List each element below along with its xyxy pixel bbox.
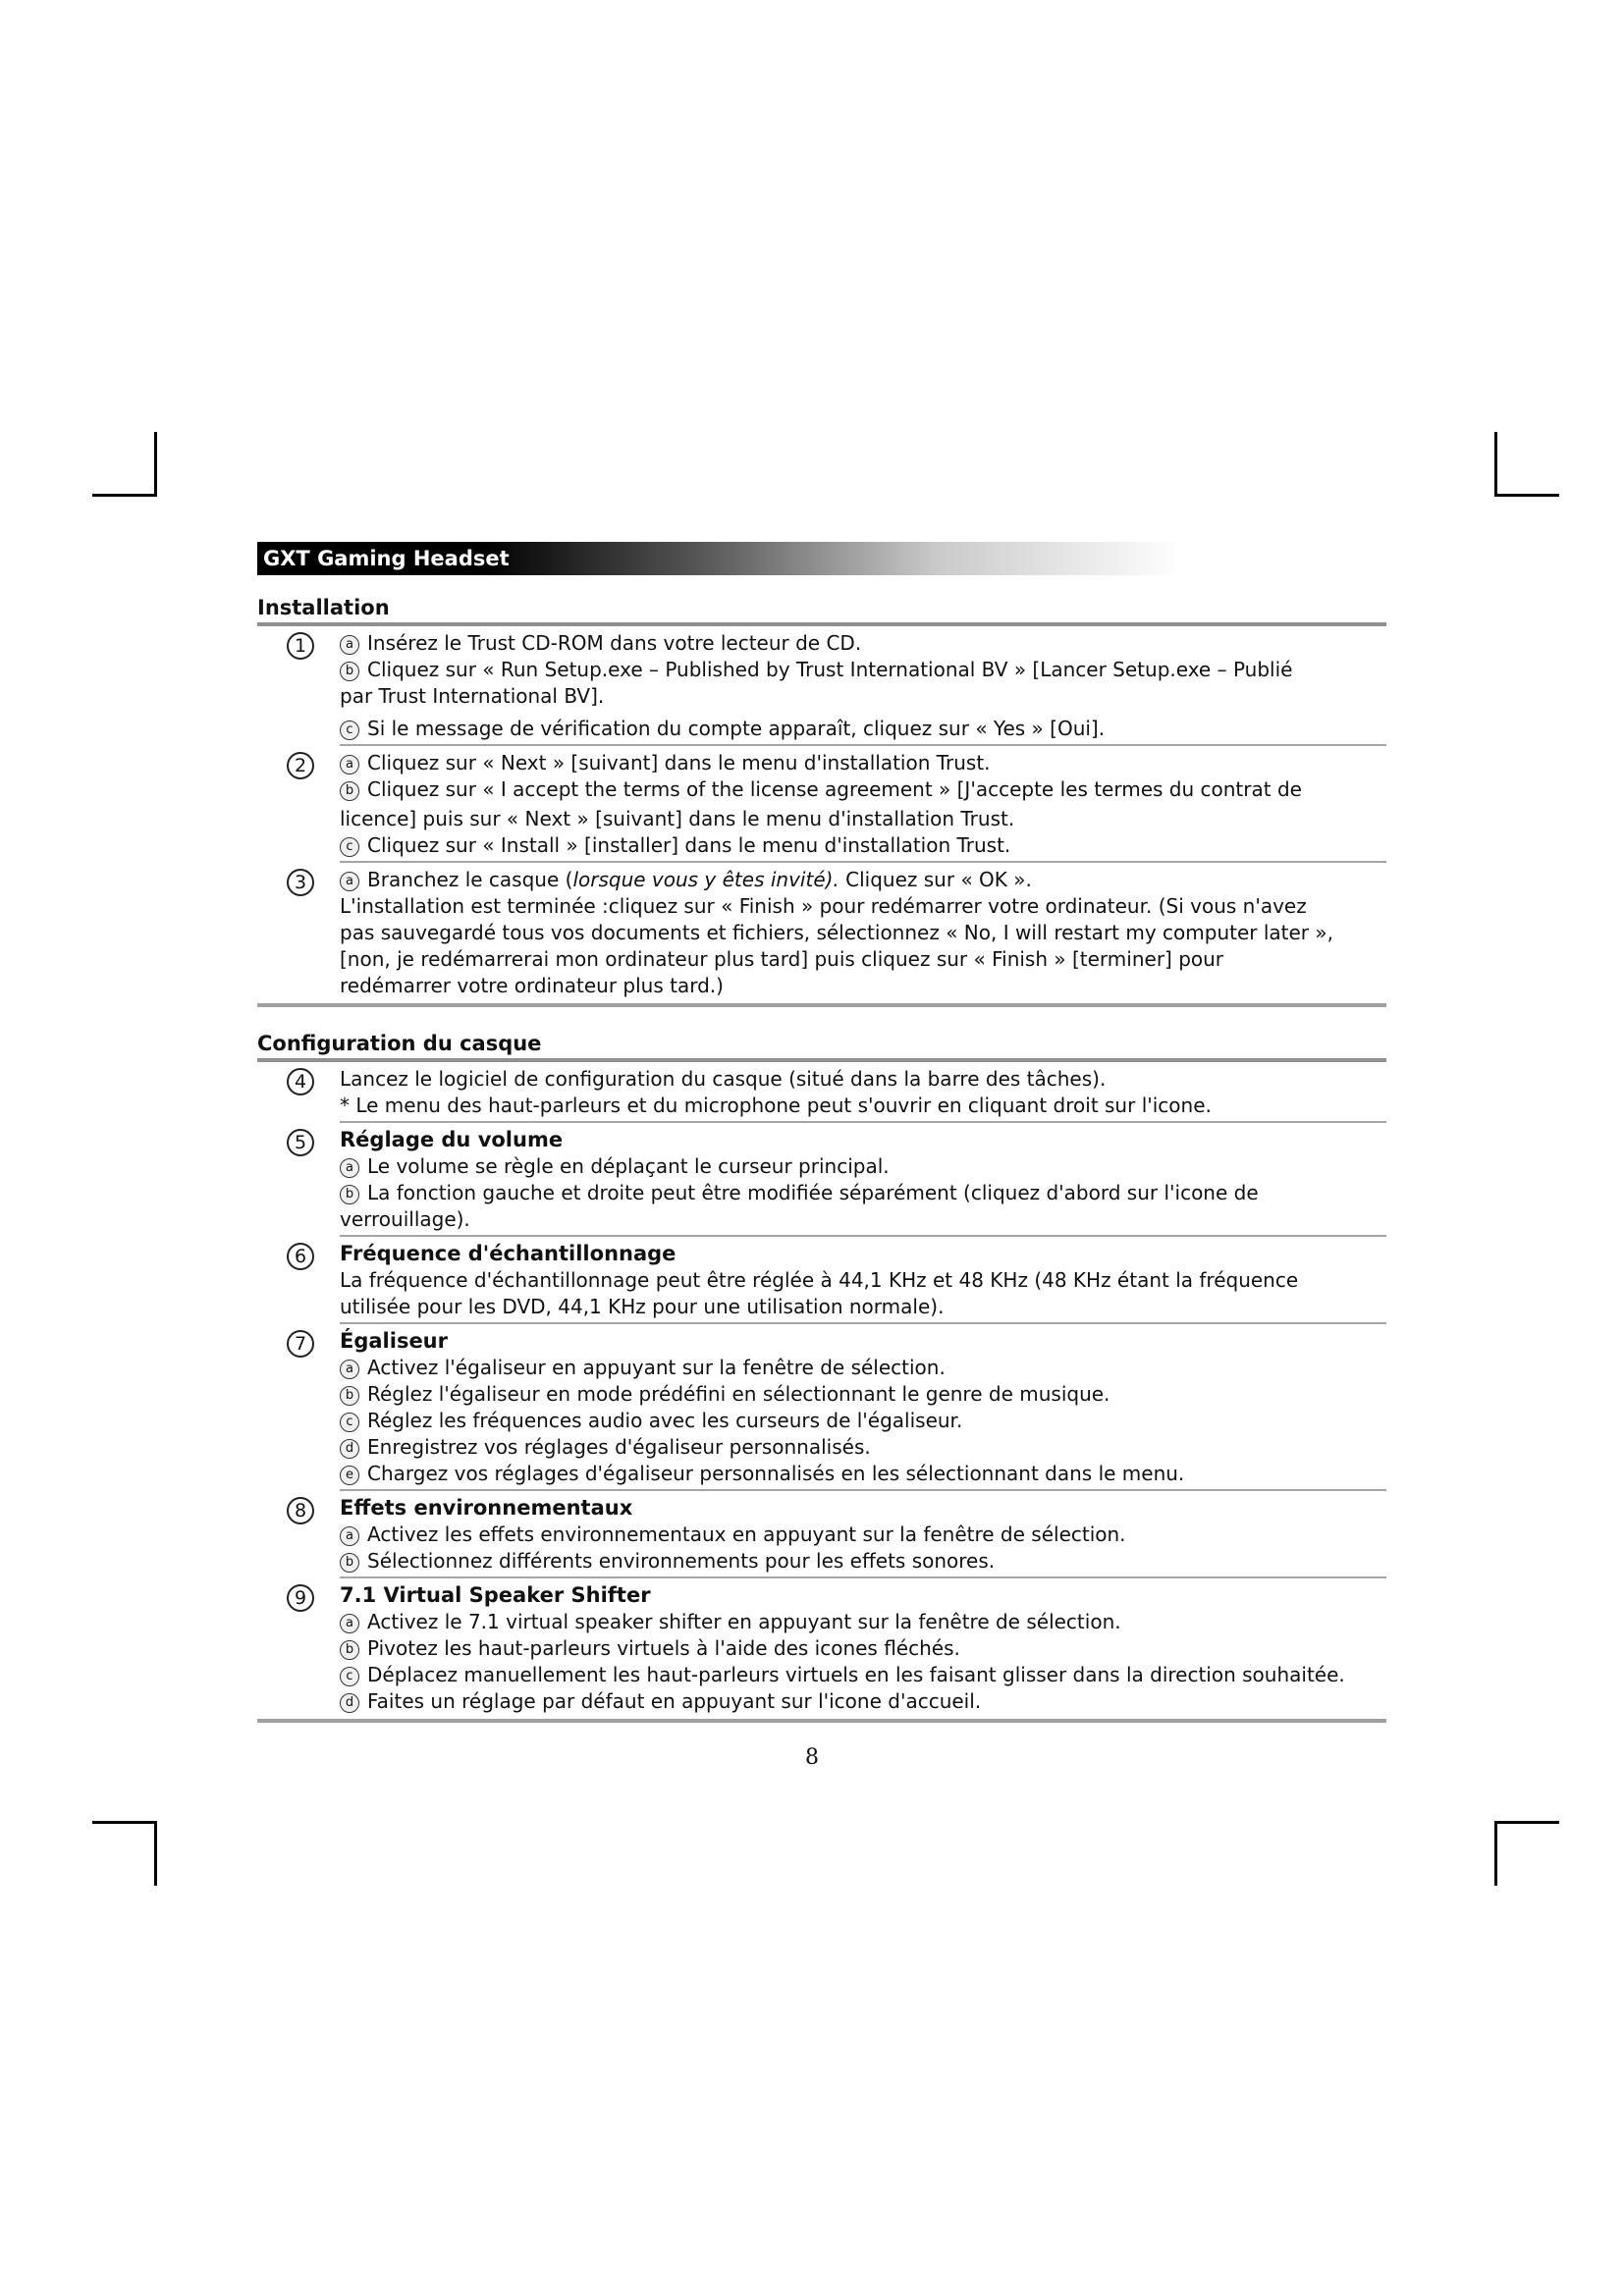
sub-step-icon: a [340,755,359,774]
step-5 [257,1123,1386,1235]
sub-step-icon: a [340,1158,359,1178]
step-number-badge: 9 [287,1584,314,1612]
step-number-badge: 6 [287,1243,314,1270]
instruction-line: b Sélectionnez différents environnements pour les effets sonores. [340,1548,1386,1575]
installation-heading: Installation [257,596,390,619]
document-title-bar: GXT Gaming Headset [257,542,1386,575]
sub-step-icon: a [340,1360,359,1379]
instruction-line: e Chargez vos réglages d'égaliseur personnalisés en les sélectionnant dans le menu. [340,1461,1386,1487]
sub-step-icon: e [340,1466,359,1485]
instruction-line: c Déplacez manuellement les haut-parleurs virtuels en les faisant glisser dans la direction souhaitée. [340,1662,1386,1688]
step-number-badge: 8 [287,1497,314,1524]
step-heading: Fréquence d'échantillonnage [340,1242,677,1265]
step-heading: Réglage du volume [340,1128,564,1151]
step-8 [257,1491,1386,1576]
instruction-line: d Enregistrez vos réglages d'égaliseur personnalisés. [340,1434,1386,1461]
instruction-line: [non, je redémarrerai mon ordinateur plus tard] puis cliquez sur « Finish » [terminer] pour [340,947,1224,971]
instruction-line: a Cliquez sur « Next » [suivant] dans le menu d'installation Trust. [340,750,1386,776]
step-4 [257,1062,1386,1121]
instruction-line: a Activez l'égaliseur en appuyant sur la fenêtre de sélection. [340,1355,1386,1381]
sub-step-icon: a [340,1526,359,1546]
step-number-badge: 4 [287,1068,314,1095]
sub-step-icon: b [340,1386,359,1406]
sub-step-icon: a [340,635,359,655]
configuration-heading: Configuration du casque [257,1032,542,1055]
instruction-line-cont: verrouillage). [340,1207,470,1231]
sub-step-icon: b [340,781,359,801]
step-number-badge: 7 [287,1330,314,1358]
sub-step-icon: b [340,662,359,681]
instruction-line: b La fonction gauche et droite peut être modifiée séparément (cliquez d'abord sur l'icone de [340,1180,1386,1206]
instruction-line: b Cliquez sur « Run Setup.exe – Published by Trust International BV » [Lancer Setup.exe – Publié [340,657,1386,683]
instruction-line: a Activez les effets environnementaux en appuyant sur la fenêtre de sélection. [340,1522,1386,1548]
sub-step-icon: d [340,1439,359,1459]
instruction-line: a Branchez le casque (lorsque vous y êtes invité). Cliquez sur « OK ». [340,867,1386,893]
sub-step-icon: b [340,1640,359,1660]
sub-step-icon: c [340,1413,359,1432]
instruction-line-cont: par Trust International BV]. [340,684,605,708]
step-heading: Égaliseur [340,1329,448,1353]
sub-step-icon: a [340,872,359,891]
instruction-line: b Cliquez sur « I accept the terms of the license agreement » [J'accepte les termes du contrat de [340,776,1386,803]
instruction-line: redémarrer votre ordinateur plus tard.) [340,974,724,997]
step-7 [257,1324,1386,1489]
instruction-line-cont: licence] puis sur « Next » [suivant] dans le menu d'installation Trust. [340,807,1015,830]
instruction-line: a Le volume se règle en déplaçant le curseur principal. [340,1153,1386,1180]
section-end-divider [257,1719,1386,1723]
sub-step-icon: b [340,1553,359,1573]
instruction-line: a Insérez le Trust CD-ROM dans votre lecteur de CD. [340,630,1386,657]
instruction-line: c Cliquez sur « Install » [installer] dans le menu d'installation Trust. [340,832,1386,859]
step-number-badge: 3 [287,869,314,896]
step-3 [257,863,1386,1001]
section-end-divider [257,1003,1386,1007]
instruction-line: utilisée pour les DVD, 44,1 KHz pour une utilisation normale). [340,1295,945,1318]
step-1 [257,626,1386,744]
instruction-line: b Réglez l'égaliseur en mode prédéfini en sélectionnant le genre de musique. [340,1381,1386,1408]
step-number-badge: 5 [287,1129,314,1156]
instruction-line: L'installation est terminée :cliquez sur « Finish » pour redémarrer votre ordinateur. (Si vous n'avez [340,894,1307,918]
instruction-line: b Pivotez les haut-parleurs virtuels à l'aide des icones fléchés. [340,1635,1386,1662]
instruction-line: a Activez le 7.1 virtual speaker shifter en appuyant sur la fenêtre de sélection. [340,1609,1386,1635]
instruction-line: c Réglez les fréquences audio avec les curseurs de l'égaliseur. [340,1408,1386,1434]
sub-step-icon: c [340,837,359,857]
instruction-line: * Le menu des haut-parleurs et du microphone peut s'ouvrir en cliquant droit sur l'icone. [340,1094,1212,1117]
sub-step-icon: c [340,721,359,740]
step-heading: 7.1 Virtual Speaker Shifter [340,1583,651,1607]
instruction-line: c Si le message de vérification du compte apparaît, cliquez sur « Yes » [Oui]. [340,716,1386,742]
sub-step-icon: b [340,1185,359,1204]
step-number-badge: 1 [287,632,314,660]
manual-page [257,542,1386,1723]
instruction-line: d Faites un réglage par défaut en appuyant sur l'icone d'accueil. [340,1688,1386,1715]
sub-step-icon: a [340,1614,359,1633]
sub-step-icon: d [340,1693,359,1713]
instruction-line: pas sauvegardé tous vos documents et fichiers, sélectionnez « No, I will restart my computer later », [340,921,1333,944]
instruction-line: Lancez le logiciel de configuration du casque (situé dans la barre des tâches). [340,1067,1107,1091]
step-9 [257,1578,1386,1717]
page-number: 8 [805,1745,819,1770]
sub-step-icon: c [340,1667,359,1686]
step-number-badge: 2 [287,752,314,779]
step-heading: Effets environnementaux [340,1496,633,1520]
step-6 [257,1237,1386,1322]
instruction-line: La fréquence d'échantillonnage peut être réglée à 44,1 KHz et 48 KHz (48 KHz étant la fréquence [340,1268,1299,1292]
step-2 [257,746,1386,861]
